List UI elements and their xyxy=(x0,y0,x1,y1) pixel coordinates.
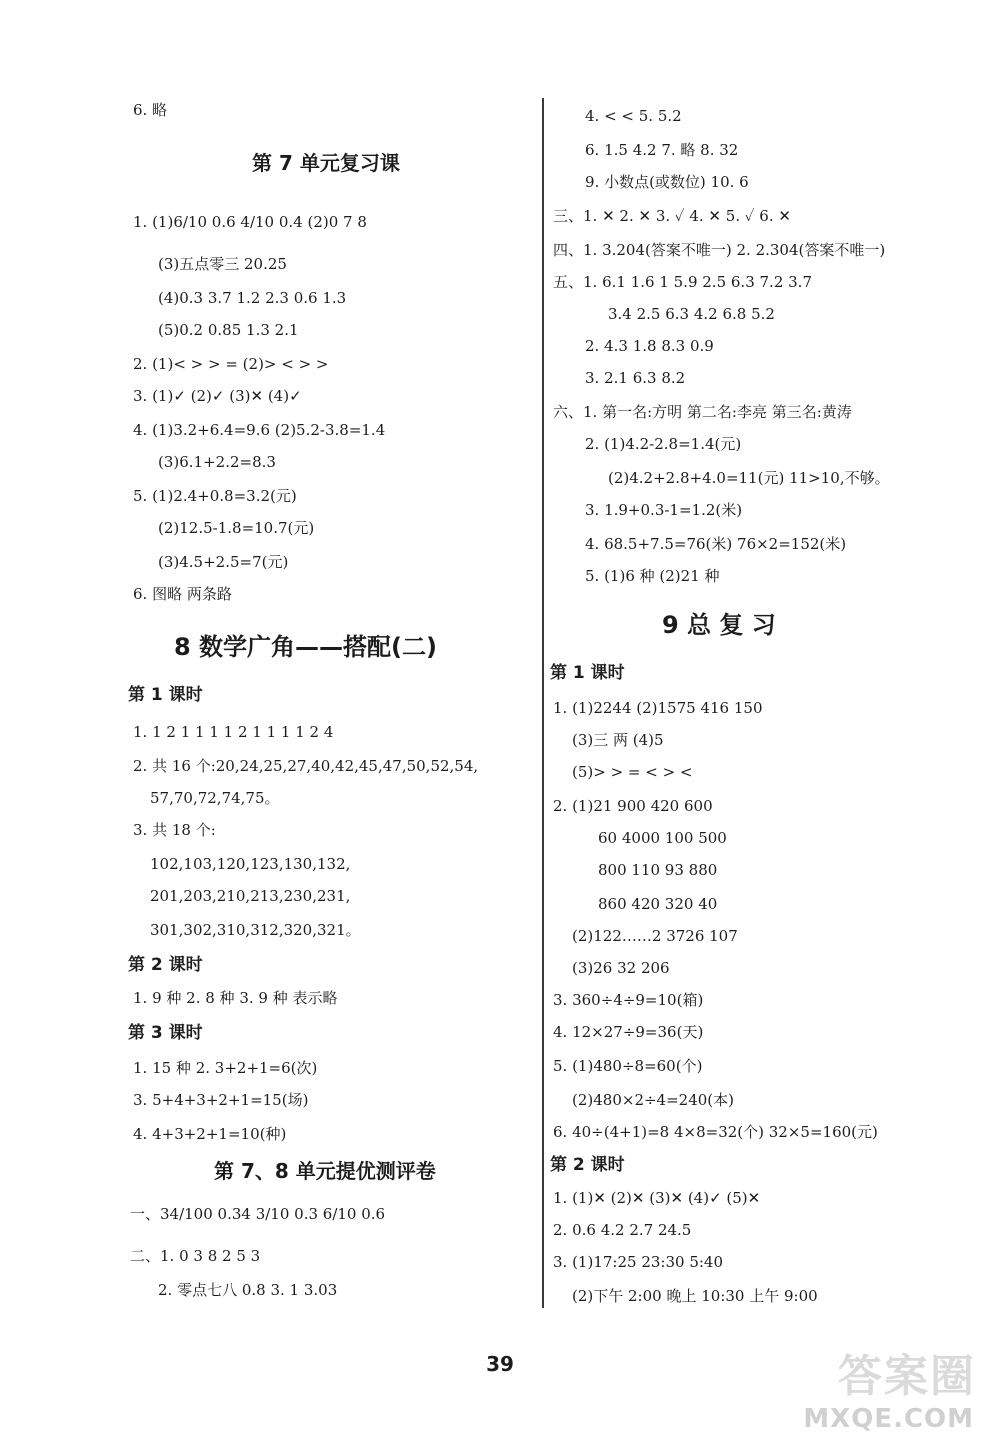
answer-line: 3. 5+4+3+2+1=15(场) xyxy=(133,1091,309,1109)
section-heading: 第 7 单元复习课 xyxy=(252,151,400,175)
answer-line: 4. < < 5. 5.2 xyxy=(585,107,682,125)
answer-line: 9. 小数点(或数位) 10. 6 xyxy=(585,173,749,191)
answer-line: 860 420 320 40 xyxy=(598,895,718,913)
lesson-heading: 第 1 课时 xyxy=(550,663,625,683)
answer-line: 800 110 93 880 xyxy=(598,861,718,879)
answer-line: (2)12.5-1.8=10.7(元) xyxy=(158,519,315,537)
answer-line: 6. 1.5 4.2 7. 略 8. 32 xyxy=(585,141,739,159)
answer-line: 2. 4.3 1.8 8.3 0.9 xyxy=(585,337,714,355)
answer-line: (2)下午 2:00 晚上 10:30 上午 9:00 xyxy=(572,1287,818,1305)
answer-line: 6. 40÷(4+1)=8 4×8=32(个) 32×5=160(元) xyxy=(553,1123,878,1141)
watermark-logo xyxy=(803,1340,988,1438)
answer-line: 6. 图略 两条路 xyxy=(133,585,232,603)
answer-line: 102,103,120,123,130,132, xyxy=(150,855,351,873)
answer-line: (5)0.2 0.85 1.3 2.1 xyxy=(158,321,299,339)
answer-line: 60 4000 100 500 xyxy=(598,829,727,847)
answer-line: 4. (1)3.2+6.4=9.6 (2)5.2-3.8=1.4 xyxy=(133,421,386,439)
watermark-url: MXQE.COM xyxy=(803,1404,974,1434)
answer-line: (3)4.5+2.5=7(元) xyxy=(158,553,289,571)
answer-line: 四、1. 3.204(答案不唯一) 2. 2.304(答案不唯一) xyxy=(553,241,886,259)
answer-line: 1. 1 2 1 1 1 1 2 1 1 1 1 2 4 xyxy=(133,723,334,741)
watermark-title: 答案圈 xyxy=(838,1351,976,1402)
answer-line: 3. 共 18 个: xyxy=(133,821,216,839)
answer-line: (4)0.3 3.7 1.2 2.3 0.6 1.3 xyxy=(158,289,347,307)
answer-line: 1. 9 种 2. 8 种 3. 9 种 表示略 xyxy=(133,989,338,1007)
answer-line: 3. (1)17:25 23:30 5:40 xyxy=(553,1253,724,1271)
lesson-heading: 第 1 课时 xyxy=(128,685,203,705)
chapter-heading: 9 总 复 习 xyxy=(662,611,776,639)
answer-line: (3)26 32 206 xyxy=(572,959,670,977)
answer-line: 2. 0.6 4.2 2.7 24.5 xyxy=(553,1221,692,1239)
answer-line: 57,70,72,74,75。 xyxy=(150,789,280,807)
answer-line: 2. (1)21 900 420 600 xyxy=(553,797,713,815)
answer-line: 5. (1)2.4+0.8=3.2(元) xyxy=(133,487,297,505)
chapter-heading: 8 数学广角——搭配(二) xyxy=(174,633,437,661)
answer-line: (3)五点零三 20.25 xyxy=(158,255,287,273)
answer-line: (2)4.2+2.8+4.0=11(元) 11>10,不够。 xyxy=(608,469,890,487)
answer-line: 一、34/100 0.34 3/10 0.3 6/10 0.6 xyxy=(130,1205,386,1223)
section-heading: 第 7、8 单元提优测评卷 xyxy=(214,1159,436,1183)
column-divider xyxy=(542,98,544,1308)
answer-line: 二、1. 0 3 8 2 5 3 xyxy=(130,1247,261,1265)
answer-line: 3.4 2.5 6.3 4.2 6.8 5.2 xyxy=(608,305,775,323)
answer-line: 3. (1)✓ (2)✓ (3)✕ (4)✓ xyxy=(133,387,302,405)
answer-line: 301,302,310,312,320,321。 xyxy=(150,921,361,939)
lesson-heading: 第 2 课时 xyxy=(550,1155,625,1175)
answer-line: (3)三 两 (4)5 xyxy=(572,731,664,749)
lesson-heading: 第 2 课时 xyxy=(128,955,203,975)
answer-line: (2)122……2 3726 107 xyxy=(572,927,738,945)
answer-line: 2. (1)4.2-2.8=1.4(元) xyxy=(585,435,742,453)
answer-line: (2)480×2÷4=240(本) xyxy=(572,1091,735,1109)
answer-line: (3)6.1+2.2=8.3 xyxy=(158,453,276,471)
answer-line: 3. 1.9+0.3-1=1.2(米) xyxy=(585,501,743,519)
answer-line: 1. (1)✕ (2)✕ (3)✕ (4)✓ (5)✕ xyxy=(553,1189,761,1207)
answer-line: 4. 4+3+2+1=10(种) xyxy=(133,1125,287,1143)
answer-line: 4. 12×27÷9=36(天) xyxy=(553,1023,704,1041)
answer-line: 三、1. ✕ 2. ✕ 3. ✓ 4. ✕ 5. ✓ 6. ✕ xyxy=(553,207,791,225)
answer-line: 1. (1)6/10 0.6 4/10 0.4 (2)0 7 8 xyxy=(133,213,367,231)
answer-line: 六、1. 第一名:方明 第二名:李亮 第三名:黄涛 xyxy=(553,403,852,421)
answer-line: 3. 2.1 6.3 8.2 xyxy=(585,369,686,387)
answer-line: 201,203,210,213,230,231, xyxy=(150,887,351,905)
answer-line: (5)> > = < > < xyxy=(572,763,693,781)
answer-line: 5. (1)6 种 (2)21 种 xyxy=(585,567,720,585)
page-number: 39 xyxy=(486,1352,514,1376)
answer-line: 4. 68.5+7.5=76(米) 76×2=152(米) xyxy=(585,535,847,553)
answer-line: 6. 略 xyxy=(133,101,168,119)
answer-line: 1. 15 种 2. 3+2+1=6(次) xyxy=(133,1059,318,1077)
answer-line: 2. 共 16 个:20,24,25,27,40,42,45,47,50,52,54, xyxy=(133,757,479,775)
lesson-heading: 第 3 课时 xyxy=(128,1023,203,1043)
answer-line: 五、1. 6.1 1.6 1 5.9 2.5 6.3 7.2 3.7 xyxy=(553,273,812,291)
answer-line: 1. (1)2244 (2)1575 416 150 xyxy=(553,699,763,717)
answer-line: 3. 360÷4÷9=10(箱) xyxy=(553,991,704,1009)
answer-line: 2. (1)< > > = (2)> < > > xyxy=(133,355,329,373)
answer-line: 2. 零点七八 0.8 3. 1 3.03 xyxy=(158,1281,338,1299)
answer-line: 5. (1)480÷8=60(个) xyxy=(553,1057,703,1075)
